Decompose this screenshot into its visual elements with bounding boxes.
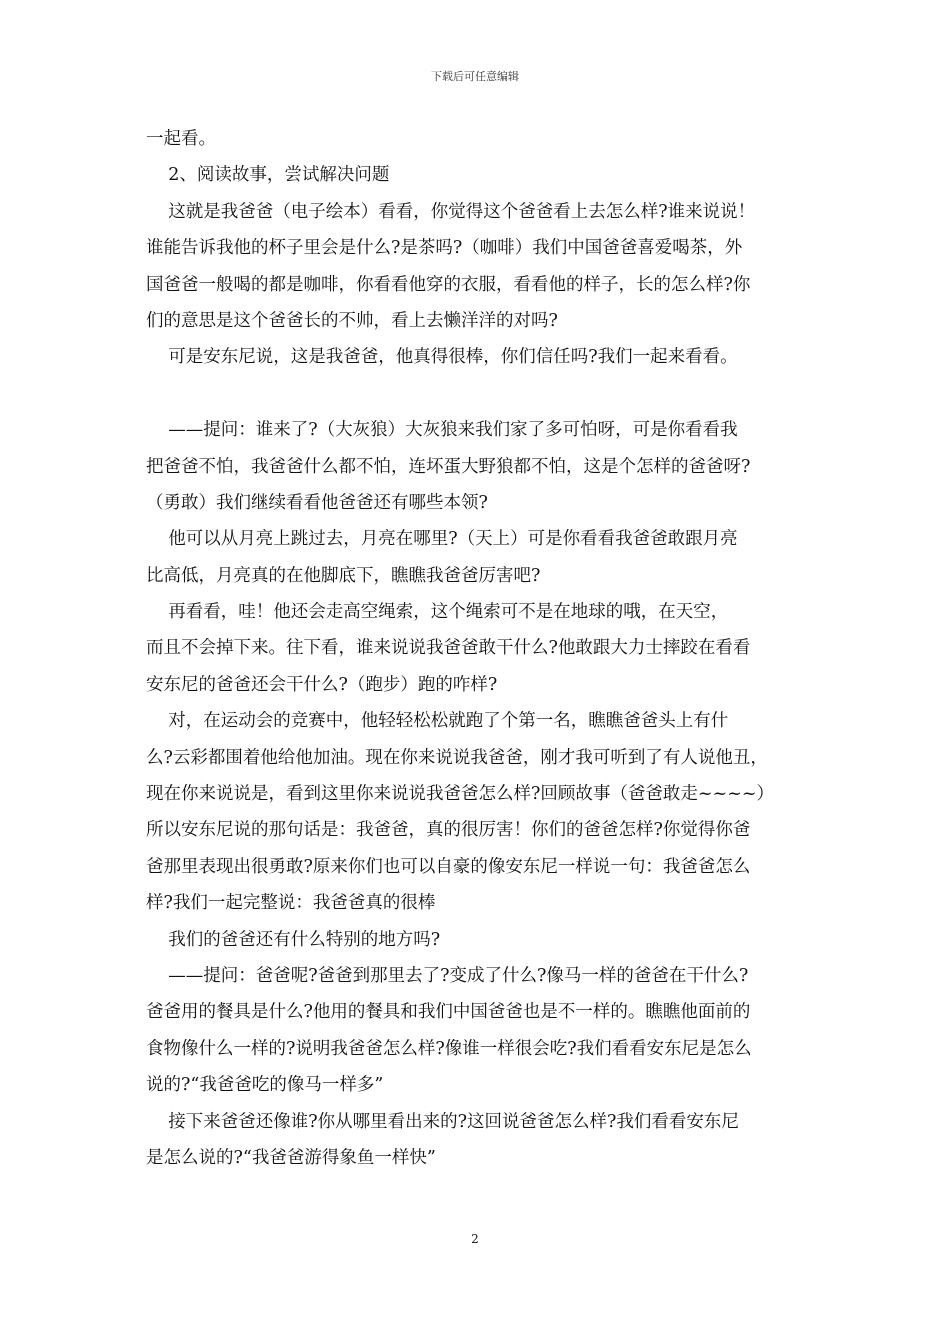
text-line: 把爸爸不怕，我爸爸什么都不怕，连坏蛋大野狼都不怕，这是个怎样的爸爸呀?: [146, 456, 751, 477]
text-line: 所以安东尼说的那句话是：我爸爸，真的很厉害！你们的爸爸怎样?你觉得你爸: [146, 820, 751, 841]
text-line: ——提问：谁来了?（大灰狼）大灰狼来我们家了多可怕呀，可是你看看我: [146, 420, 738, 441]
text-line: 说的?“我爸爸吃的像马一样多”: [146, 1075, 384, 1096]
text-line: 样?我们一起完整说：我爸爸真的很棒: [146, 893, 436, 914]
blank-line: [146, 376, 818, 412]
text-line: 再看看，哇！他还会走高空绳索，这个绳索可不是在地球的哦，在天空，: [146, 602, 729, 623]
text-line: 谁能告诉我他的杯子里会是什么?是茶吗?（咖啡）我们中国爸爸喜爱喝茶，外: [146, 238, 743, 259]
text-line: 一起看。: [146, 129, 216, 149]
text-line: 安东尼的爸爸还会干什么?（跑步）跑的咋样?: [146, 674, 498, 695]
text-line: 2、阅读故事，尝试解决问题: [146, 165, 390, 186]
text-line: 对，在运动会的竞赛中，他轻轻松松就跑了个第一名，瞧瞧爸爸头上有什: [146, 711, 729, 732]
text-line: 他可以从月亮上跳过去，月亮在哪里?（天上）可是你看看我爸爸敢跟月亮: [146, 529, 738, 550]
text-line: 么?云彩都围着他给他加油。现在你来说说我爸爸，刚才我可听到了有人说他丑，: [146, 747, 768, 768]
text-line: 国爸爸一般喝的都是咖啡，你看看他穿的衣服，看看他的样子，长的怎么样?你: [146, 274, 751, 295]
page-number: 2: [471, 1232, 479, 1246]
text-line: 可是安东尼说，这是我爸爸，他真得很棒，你们信任吗?我们一起来看看。: [146, 347, 738, 368]
text-line: 爸那里表现出很勇敢?原来你们也可以自豪的像安东尼一样说一句：我爸爸怎么: [146, 856, 751, 877]
text-line: 我们的爸爸还有什么特别的地方吗?: [146, 929, 441, 950]
page-header: 下载后可任意编辑: [431, 70, 519, 83]
text-line: 食物像什么一样的?说明我爸爸怎么样?像谁一样很会吃?我们看看安东尼是怎么: [146, 1038, 752, 1059]
text-line: 比高低，月亮真的在他脚底下，瞧瞧我爸爸厉害吧?: [146, 565, 541, 586]
text-line: 接下来爸爸还像谁?你从哪里看出来的?这回说爸爸怎么样?我们看看安东尼: [146, 1111, 739, 1132]
body-text: [146, 121, 818, 1176]
text-line: 们的意思是这个爸爸长的不帅，看上去懒洋洋的对吗?: [146, 310, 558, 331]
text-line: 是怎么说的?“我爸爸游得象鱼一样快”: [146, 1147, 436, 1168]
text-line: 现在你来说说是，看到这里你来说说我爸爸怎么样?回顾故事（爸爸敢走~~~~）: [146, 784, 775, 805]
text-line: （勇敢）我们继续看看他爸爸还有哪些本领?: [146, 492, 488, 513]
text-line: 爸爸用的餐具是什么?他用的餐具和我们中国爸爸也是不一样的。瞧瞧他面前的: [146, 1002, 751, 1023]
text-line: 这就是我爸爸（电子绘本）看看，你觉得这个爸爸看上去怎么样?谁来说说！: [146, 201, 756, 222]
text-line: 而且不会掉下来。往下看，谁来说说我爸爸敢干什么?他敢跟大力士摔跤在看看: [146, 638, 751, 659]
text-line: ——提问：爸爸呢?爸爸到那里去了?变成了什么?像马一样的爸爸在干什么?: [146, 965, 749, 986]
